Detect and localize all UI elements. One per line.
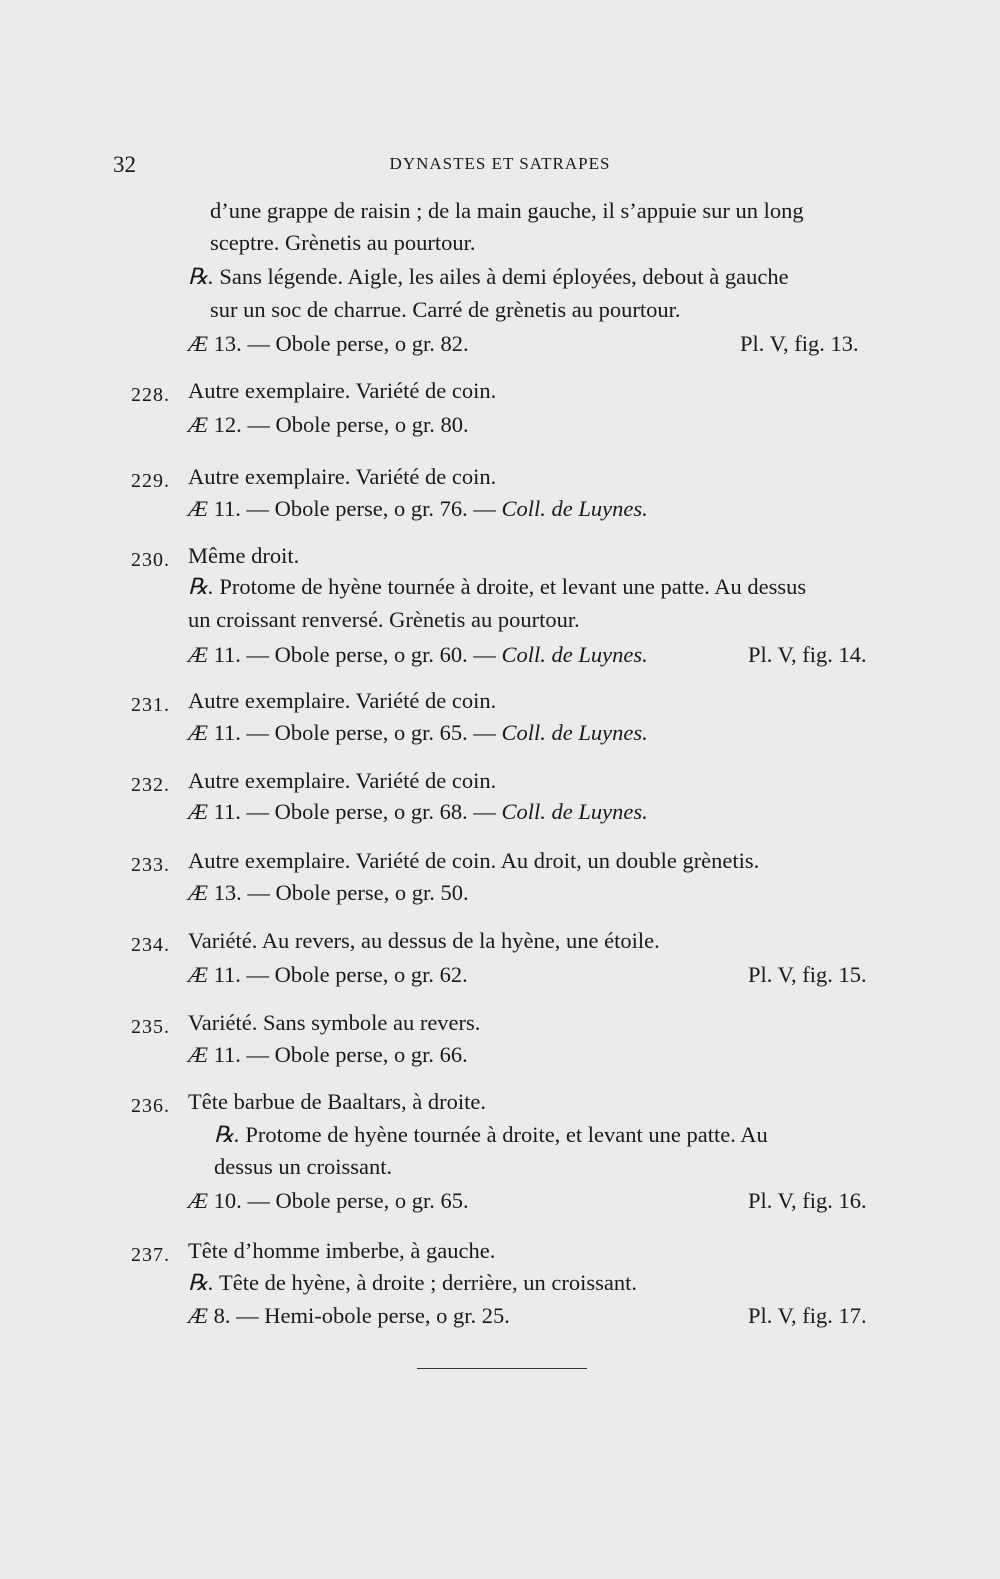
reverse-text: Protome de hyène tournée à droite, et levant une patte. Au	[239, 1122, 768, 1147]
entry-number: 232.	[131, 774, 170, 796]
spec-line	[188, 329, 469, 359]
text-line: Variété. Sans symbole au revers.	[188, 1010, 481, 1035]
plate-reference: Pl. V, fig. 15.	[748, 962, 867, 987]
plate-reference: Pl. V, fig. 16.	[748, 1188, 867, 1213]
spec-line	[188, 1186, 469, 1216]
plate-reference: Pl. V, fig. 17.	[748, 1303, 867, 1328]
text-line: Autre exemplaire. Variété de coin.	[188, 378, 497, 403]
spec-text: 13. — Obole perse, o gr. 50.	[208, 880, 469, 905]
entry-number: 237.	[131, 1244, 170, 1266]
entry-number: 230.	[131, 549, 170, 571]
running-title: DYNASTES ET SATRAPES	[389, 154, 611, 173]
collection-ref: Coll. de Luynes.	[501, 799, 648, 824]
spec-text: 12. — Obole perse, o gr. 80.	[208, 412, 469, 437]
reverse-symbol: ℞.	[188, 264, 214, 289]
text-line: dessus un croissant.	[214, 1154, 393, 1179]
plate-reference: Pl. V, fig. 13.	[740, 331, 859, 356]
spec-text: 11. — Obole perse, o gr. 60. —	[208, 642, 502, 667]
metal-symbol: Æ	[188, 1303, 209, 1328]
spec-line	[188, 878, 469, 908]
reverse-text: Sans légende. Aigle, les ailes à demi éployées, debout à gauche	[213, 264, 789, 289]
spec-text: 8. — Hemi-obole perse, o gr. 25.	[208, 1303, 510, 1328]
spec-text: 13. — Obole perse, o gr. 82.	[208, 331, 469, 356]
text-line: Tête barbue de Baaltars, à droite.	[188, 1089, 486, 1114]
text-line: Autre exemplaire. Variété de coin.	[188, 464, 497, 489]
text-line: sur un soc de charrue. Carré de grènetis au pourtour.	[210, 297, 681, 322]
metal-symbol: Æ	[188, 1042, 209, 1067]
spec-text: 11. — Obole perse, o gr. 65. —	[208, 720, 502, 745]
closing-rule	[417, 1368, 587, 1369]
collection-ref: Coll. de Luynes.	[501, 496, 648, 521]
reverse-line	[188, 1268, 637, 1298]
spec-line	[188, 494, 648, 524]
entry-number: 229.	[131, 470, 170, 492]
reverse-symbol: ℞.	[188, 574, 214, 599]
page-header	[0, 152, 1000, 182]
text-line: Variété. Au revers, au dessus de la hyène, une étoile.	[188, 928, 660, 953]
reverse-line	[188, 262, 789, 292]
collection-ref: Coll. de Luynes.	[501, 642, 648, 667]
spec-text: 11. — Obole perse, o gr. 68. —	[208, 799, 502, 824]
reverse-text: Protome de hyène tournée à droite, et levant une patte. Au dessus	[213, 574, 807, 599]
spec-text: 11. — Obole perse, o gr. 66.	[208, 1042, 468, 1067]
metal-symbol: Æ	[188, 331, 209, 356]
metal-symbol: Æ	[188, 496, 209, 521]
collection-ref: Coll. de Luynes.	[501, 720, 648, 745]
metal-symbol: Æ	[188, 720, 209, 745]
spec-text: 10. — Obole perse, o gr. 65.	[208, 1188, 469, 1213]
entry-number: 234.	[131, 934, 170, 956]
text-line: Autre exemplaire. Variété de coin. Au droit, un double grènetis.	[188, 848, 760, 873]
metal-symbol: Æ	[188, 412, 209, 437]
text-line: un croissant renversé. Grènetis au pourtour.	[188, 607, 580, 632]
entry-number: 233.	[131, 854, 170, 876]
metal-symbol: Æ	[188, 1188, 209, 1213]
reverse-text: Tête de hyène, à droite ; derrière, un croissant.	[213, 1270, 637, 1295]
reverse-line	[188, 572, 806, 602]
metal-symbol: Æ	[188, 880, 209, 905]
text-line: d’une grappe de raisin ; de la main gauche, il s’appuie sur un long	[210, 198, 804, 223]
spec-line	[188, 960, 468, 990]
metal-symbol: Æ	[188, 799, 209, 824]
entry-number: 235.	[131, 1016, 170, 1038]
spec-text: 11. — Obole perse, o gr. 76. —	[208, 496, 502, 521]
entry-number: 231.	[131, 694, 170, 716]
spec-line	[188, 797, 648, 827]
spec-text: 11. — Obole perse, o gr. 62.	[208, 962, 468, 987]
reverse-symbol: ℞.	[214, 1122, 240, 1147]
text-line: Autre exemplaire. Variété de coin.	[188, 688, 497, 713]
spec-line	[188, 410, 469, 440]
text-line: Même droit.	[188, 543, 300, 568]
text-line: Tête d’homme imberbe, à gauche.	[188, 1238, 496, 1263]
text-line: Autre exemplaire. Variété de coin.	[188, 768, 497, 793]
metal-symbol: Æ	[188, 962, 209, 987]
spec-line	[188, 718, 648, 748]
plate-reference: Pl. V, fig. 14.	[748, 642, 867, 667]
spec-line	[188, 1040, 468, 1070]
metal-symbol: Æ	[188, 642, 209, 667]
spec-line	[188, 1301, 510, 1331]
reverse-line	[214, 1120, 768, 1150]
page-number: 32	[113, 152, 136, 177]
spec-line	[188, 640, 648, 670]
text-line: sceptre. Grènetis au pourtour.	[210, 230, 476, 255]
reverse-symbol: ℞.	[188, 1270, 214, 1295]
entry-number: 236.	[131, 1095, 170, 1117]
entry-number: 228.	[131, 384, 170, 406]
